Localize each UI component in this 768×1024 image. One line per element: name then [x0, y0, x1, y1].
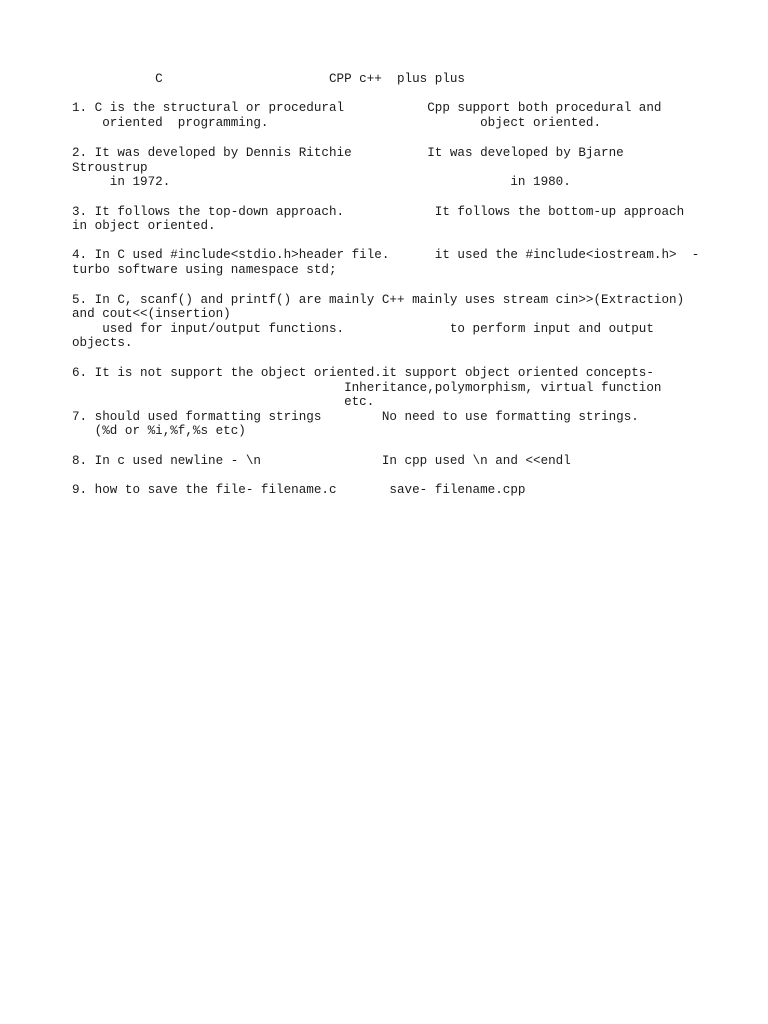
point-3-line-1: 3. It follows the top-down approach. It follows the bottom-up approach	[72, 205, 685, 219]
point-5-line-1: 5. In C, scanf() and printf() are mainly C++ mainly uses stream cin>>(Extraction)	[72, 293, 685, 307]
point-5-line-2: and cout<<(insertion)	[72, 307, 231, 321]
point-1-line-1: 1. C is the structural or procedural Cpp support both procedural and	[72, 101, 662, 115]
point-4-line-1: 4. In C used #include<stdio.h>header file. it used the #include<iostream.h> -	[72, 248, 700, 262]
point-8-line-1: 8. In c used newline - \n In cpp used \n and <<endl	[72, 454, 571, 468]
point-6-line-1: 6. It is not support the object oriented.it support object oriented concepts-	[72, 366, 654, 380]
point-5-line-4: objects.	[72, 336, 133, 350]
point-4-line-2: turbo software using namespace std;	[72, 263, 337, 277]
point-3-line-2: in object oriented.	[72, 219, 216, 233]
point-2-line-3: in 1972. in 1980.	[72, 175, 571, 189]
point-9-line-1: 9. how to save the file- filename.c save- filename.cpp	[72, 483, 526, 497]
point-5-line-3: used for input/output functions. to perform input and output	[72, 322, 654, 336]
point-2-line-1: 2. It was developed by Dennis Ritchie It was developed by Bjarne	[72, 146, 624, 160]
point-2-line-2: Stroustrup	[72, 161, 148, 175]
comparison-header: C CPP c++ plus plus	[72, 72, 465, 86]
point-6-line-3: etc.	[72, 395, 375, 409]
point-1-line-2: oriented programming. object oriented.	[72, 116, 602, 130]
point-6-line-2: Inheritance,polymorphism, virtual function	[72, 381, 662, 395]
point-7-line-2: (%d or %i,%f,%s etc)	[72, 424, 246, 438]
point-7-line-1: 7. should used formatting strings No need to use formatting strings.	[72, 410, 639, 424]
